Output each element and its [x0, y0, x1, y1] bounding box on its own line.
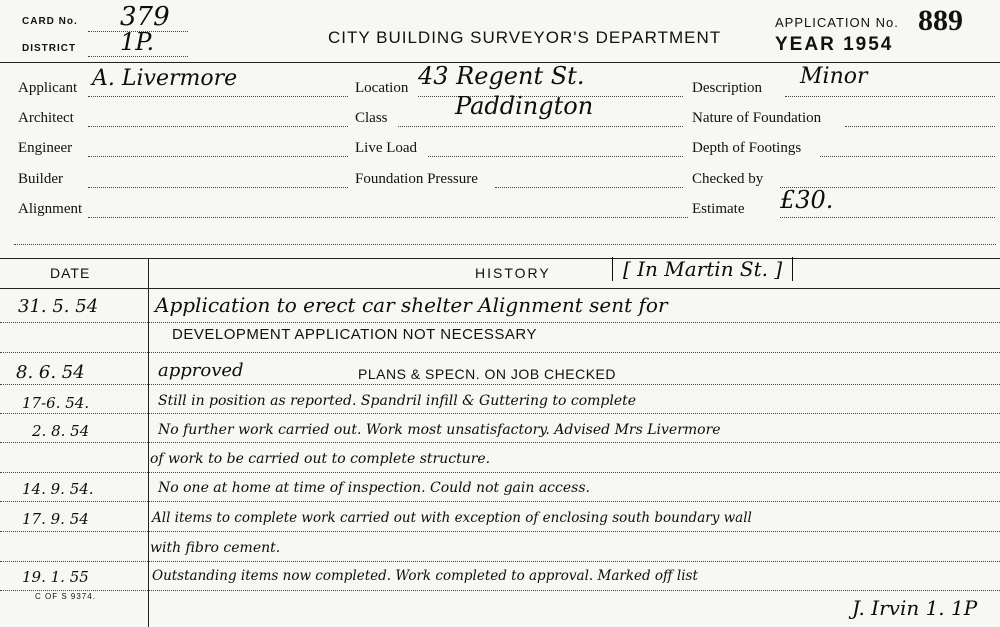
department-title: CITY BUILDING SURVEYOR'S DEPARTMENT — [328, 28, 722, 47]
row-rule — [0, 472, 1000, 473]
year-label: YEAR 1954 — [775, 34, 894, 55]
entry-date: 8. 6. 54 — [16, 362, 85, 383]
form-code: C OF S 9374. — [35, 592, 96, 601]
engineer-label: Engineer — [18, 140, 73, 156]
entry-text: No one at home at time of inspection. Could not gain access. — [158, 480, 590, 496]
entry-typed: PLANS & SPECN. ON JOB CHECKED — [358, 366, 617, 382]
row-rule — [0, 442, 1000, 443]
entry-text: approved — [158, 360, 244, 381]
builder-label: Builder — [18, 171, 63, 187]
builder-line — [88, 187, 348, 188]
foundation-pressure-label: Foundation Pressure — [355, 171, 478, 187]
description-line — [785, 96, 995, 97]
location-value-2: Paddington — [455, 92, 594, 120]
entry-text: Outstanding items now completed. Work completed to approval. Marked off list — [152, 568, 698, 584]
applicant-line — [88, 96, 348, 97]
applicant-value: A. Livermore — [92, 66, 238, 91]
engineer-line — [88, 156, 348, 157]
history-header-rule — [0, 288, 1000, 289]
district-line — [88, 56, 188, 57]
nature-foundation-label: Nature of Foundation — [692, 110, 822, 126]
row-rule — [0, 561, 1000, 562]
entry-text: of work to be carried out to complete structure. — [150, 451, 491, 467]
row-rule — [0, 352, 1000, 353]
extra-line — [14, 244, 996, 245]
nature-foundation-line — [845, 126, 995, 127]
entry-text: No further work carried out. Work most unsatisfactory. Advised Mrs Livermore — [158, 422, 721, 438]
row-rule — [0, 531, 1000, 532]
entry-date: 17. 9. 54 — [22, 510, 89, 528]
location-label: Location — [355, 80, 409, 96]
foundation-pressure-line — [495, 187, 683, 188]
entry-text: Still in position as reported. Spandril infill & Guttering to complete — [158, 393, 637, 409]
inspector-signature: J. Irvin 1. 1P — [852, 596, 978, 620]
alignment-label: Alignment — [18, 201, 83, 217]
card-no-value: 379 — [120, 2, 170, 32]
location-value: 43 Regent St. — [418, 62, 585, 90]
entry-text: Application to erect car shelter Alignment sent for — [155, 293, 668, 317]
checked-by-label: Checked by — [692, 171, 764, 187]
application-no-label: APPLICATION No. — [775, 15, 899, 30]
entry-text: All items to complete work carried out with exception of enclosing south boundary wall — [152, 510, 752, 526]
date-header: DATE — [50, 265, 91, 281]
row-rule — [0, 590, 1000, 591]
architect-line — [88, 126, 348, 127]
entry-date: 2. 8. 54 — [32, 422, 90, 440]
row-rule — [0, 413, 1000, 414]
entry-date: 31. 5. 54 — [18, 296, 99, 317]
estimate-value: £30. — [780, 186, 834, 214]
history-header: HISTORY — [475, 265, 551, 281]
class-label: Class — [355, 110, 388, 126]
entry-date: 17-6. 54. — [22, 394, 90, 412]
row-rule — [0, 384, 1000, 385]
district-label: DISTRICT — [22, 43, 77, 54]
depth-footings-label: Depth of Footings — [692, 140, 802, 156]
alignment-line — [88, 217, 688, 218]
entry-date: 19. 1. 55 — [22, 568, 89, 586]
class-line — [398, 126, 683, 127]
application-no-value: 889 — [918, 4, 963, 37]
card-no-label: CARD No. — [22, 16, 78, 27]
depth-footings-line — [820, 156, 995, 157]
applicant-label: Applicant — [18, 80, 78, 96]
history-top-rule — [0, 258, 1000, 259]
district-value: 1P. — [120, 28, 155, 56]
estimate-label: Estimate — [692, 201, 745, 217]
entry-date: 14. 9. 54. — [22, 480, 94, 498]
entry-text: with fibro cement. — [150, 540, 281, 556]
description-label: Description — [692, 80, 762, 96]
row-rule — [0, 322, 1000, 323]
description-value: Minor — [800, 64, 868, 89]
row-rule — [0, 501, 1000, 502]
entry-typed: DEVELOPMENT APPLICATION NOT NECESSARY — [172, 326, 537, 343]
live-load-line — [428, 156, 683, 157]
bracket-note: [ In Martin St. ] — [612, 257, 793, 281]
estimate-line — [780, 217, 995, 218]
architect-label: Architect — [18, 110, 74, 126]
live-load-label: Live Load — [355, 140, 418, 156]
